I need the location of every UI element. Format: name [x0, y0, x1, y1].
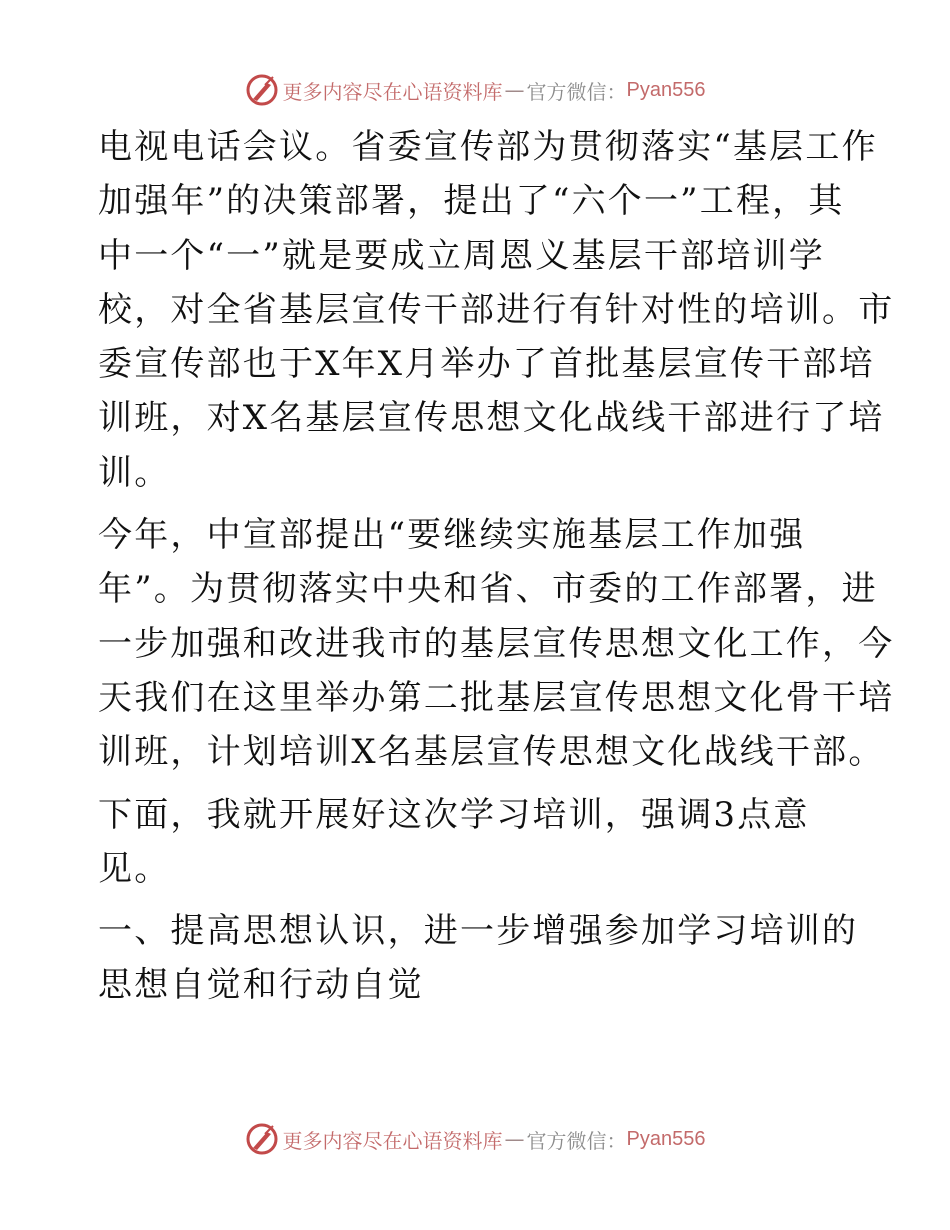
quill-logo-icon — [245, 73, 279, 107]
document-body — [98, 120, 895, 1013]
text-line: 今年，中宣部提出“要继续实施基层工作加强 — [98, 515, 806, 556]
text-line: 思想自觉和行动自觉 — [98, 965, 424, 1006]
text-line: 下面，我就开展好这次学习培训，强调3点意 — [98, 794, 810, 835]
watermark-id: Pyan556 — [626, 1127, 706, 1150]
text-line: 电视电话会议。省委宣传部为贯彻落实“基层工作 — [98, 127, 878, 167]
text-line: 见。 — [98, 848, 171, 889]
text-line: 训班，计划培训X名基层宣传思想文化战线干部。 — [98, 732, 885, 773]
watermark-dash: — — [504, 1127, 525, 1151]
watermark-sub-text: 官方微信： — [526, 79, 627, 104]
watermark-main-text: 更多内容尽在心语资料库 — [282, 79, 503, 104]
watermark-sub-text: 官方微信： — [526, 1128, 627, 1153]
text-line: 委宣传部也于X年X月举办了首批基层宣传干部培 — [98, 344, 875, 385]
text-line: 校，对全省基层宣传干部进行有针对性的培训。市 — [98, 289, 895, 330]
text-line: 年”。为贯彻落实中央和省、市委的工作部署，进 — [98, 569, 878, 610]
watermark-id: Pyan556 — [626, 78, 706, 101]
text-line: 中一个“一”就是要成立周恩义基层干部培训学 — [98, 235, 825, 276]
text-line: 一、提高思想认识，进一步增强参加学习培训的 — [98, 911, 859, 952]
text-line: 天我们在这里举办第二批基层宣传思想文化骨干培 — [98, 677, 895, 718]
text-line: 训。 — [98, 452, 171, 493]
text-line: 训班，对X名基层宣传思想文化战线干部进行了培 — [98, 398, 885, 439]
watermark-dash: — — [504, 78, 525, 102]
text-line: 加强年”的决策部署，提出了“六个一”工程，其 — [98, 181, 845, 222]
watermark-main-text: 更多内容尽在心语资料库 — [282, 1128, 503, 1153]
quill-logo-icon — [245, 1122, 279, 1156]
header-watermark — [0, 70, 950, 110]
footer-watermark — [0, 1119, 950, 1159]
text-line: 一步加强和改进我市的基层宣传思想文化工作，今 — [98, 623, 895, 664]
